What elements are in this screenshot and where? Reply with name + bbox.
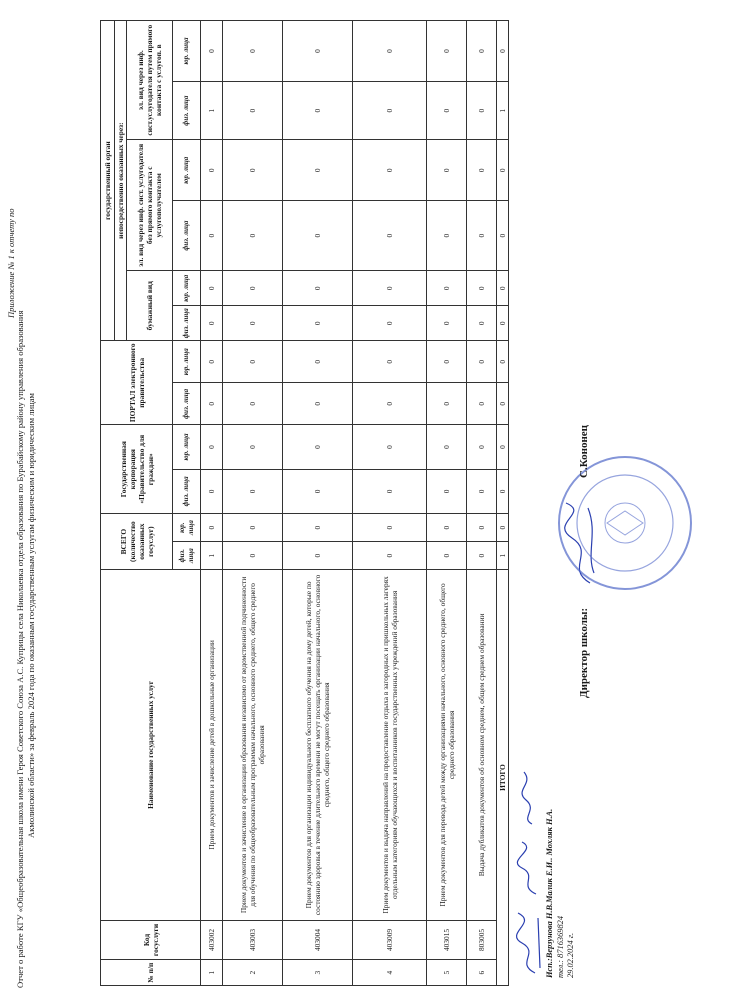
sub-fiz: физ. лица (173, 306, 201, 341)
row-value: 0 (283, 21, 353, 82)
table-body (201, 21, 497, 986)
table-row (467, 21, 497, 986)
row-value: 0 (283, 542, 353, 570)
row-value: 0 (283, 271, 353, 306)
row-value: 0 (353, 514, 427, 542)
row-number: 6 (467, 960, 497, 986)
heading-line-2: Акмолинской области» за февраль 2024 года по оказанным государственным услугам физическим и юридическим лицам (26, 393, 37, 838)
row-value: 0 (201, 469, 223, 513)
row-value: 0 (467, 341, 497, 383)
row-code: 403009 (353, 920, 427, 960)
total-label: ИТОГО (497, 570, 509, 986)
row-value: 0 (467, 271, 497, 306)
header-code: Код госуслуги (101, 920, 201, 960)
row-value: 0 (223, 383, 283, 425)
row-value: 0 (427, 201, 467, 271)
row-value: 0 (467, 425, 497, 469)
report-heading (15, 28, 38, 988)
row-value: 0 (201, 425, 223, 469)
row-value: 0 (427, 271, 467, 306)
row-service-name: Прием документов и зачисление детей в дошкольные организации (201, 570, 223, 920)
services-table (100, 20, 509, 986)
row-code: 803005 (467, 920, 497, 960)
header-portal: ПОРТАЛ электронного правительства (101, 341, 173, 425)
heading-line-1: Отчет о работе КГУ «Общеобразовательная школа имени Героя Советского Союза А.С. Куприцы села Николаевка отдела образования по Бурабайскому району управления образования (15, 310, 25, 988)
row-value: 1 (201, 81, 223, 139)
executors-block (545, 809, 577, 978)
row-value: 0 (353, 425, 427, 469)
row-value: 0 (353, 341, 427, 383)
row-value: 0 (283, 383, 353, 425)
row-value: 0 (223, 514, 283, 542)
director-name: С.Кононец (578, 424, 590, 478)
row-value: 0 (201, 21, 223, 82)
row-value: 0 (427, 306, 467, 341)
sub-fiz: физ. лица (173, 383, 201, 425)
row-service-name: Прием документов для перевода детей между организациями начального, основного среднего, общего среднего образования (427, 570, 467, 920)
row-number: 1 (201, 960, 223, 986)
row-value: 0 (223, 341, 283, 383)
row-value: 0 (427, 514, 467, 542)
row-value: 0 (427, 383, 467, 425)
row-value: 0 (467, 201, 497, 271)
row-value: 1 (201, 542, 223, 570)
row-value: 0 (201, 140, 223, 201)
header-num: № п/п (101, 960, 201, 986)
signature-3 (512, 768, 544, 828)
row-value: 0 (353, 383, 427, 425)
row-value: 0 (223, 140, 283, 201)
row-value: 0 (353, 542, 427, 570)
table-row (283, 21, 353, 986)
table-row (353, 21, 427, 986)
row-value: 0 (467, 514, 497, 542)
sub-yur: юр. лица (173, 341, 201, 383)
row-value: 0 (467, 383, 497, 425)
report-date: 29.02.2024 г. (566, 932, 575, 978)
row-number: 2 (223, 960, 283, 986)
row-value: 0 (223, 542, 283, 570)
sub-yur: юр. лица (173, 140, 201, 201)
row-value: 0 (427, 542, 467, 570)
header-name: Наименование государственных услуг (101, 570, 201, 920)
row-value: 0 (201, 341, 223, 383)
row-code: 403015 (427, 920, 467, 960)
row-value: 0 (223, 81, 283, 139)
total-value: 1 (497, 542, 509, 570)
sub-fiz: физ. лица (173, 201, 201, 271)
row-value: 0 (201, 271, 223, 306)
row-value: 0 (467, 21, 497, 82)
row-value: 0 (283, 469, 353, 513)
row-number: 4 (353, 960, 427, 986)
sub-fiz: физ. лица (173, 469, 201, 513)
total-value: 0 (497, 469, 509, 513)
row-number: 3 (283, 960, 353, 986)
row-value: 0 (353, 271, 427, 306)
sub-yur: юр. лица (173, 271, 201, 306)
row-value: 0 (353, 21, 427, 82)
header-gov: государственный орган (101, 21, 115, 341)
table-row (427, 21, 467, 986)
row-value: 0 (427, 425, 467, 469)
row-value: 0 (283, 341, 353, 383)
sub-yur: юр. лица (173, 21, 201, 82)
total-value: 1 (497, 81, 509, 139)
row-value: 0 (283, 514, 353, 542)
sub-yur: юр. лица (173, 514, 201, 542)
header-paper: бумажный вид (127, 271, 173, 341)
row-value: 0 (353, 140, 427, 201)
header-direct: непосредственно оказанных через: (115, 21, 127, 341)
row-value: 0 (201, 383, 223, 425)
row-value: 0 (223, 469, 283, 513)
row-service-name: Прием документов и зачисление в организации образования независимо от ведомственной подчиненности для обучения по общеобразовательным программам начального, основного среднего, общего среднего образования (223, 570, 283, 920)
total-value: 0 (497, 514, 509, 542)
total-value: 0 (497, 271, 509, 306)
phone: тел.: 8716369824 (555, 915, 565, 978)
row-value: 0 (427, 81, 467, 139)
row-value: 0 (283, 306, 353, 341)
table-row (223, 21, 283, 986)
row-value: 0 (467, 469, 497, 513)
table-row (201, 21, 223, 986)
appendix-note: Приложение № 1 к отчету по (6, 208, 16, 318)
row-value: 0 (283, 201, 353, 271)
sub-yur: юр. лица (173, 425, 201, 469)
signature-1 (510, 908, 545, 978)
total-value: 0 (497, 21, 509, 82)
total-value: 0 (497, 306, 509, 341)
row-value: 0 (467, 306, 497, 341)
director-label: Директор школы: (578, 607, 590, 698)
school-stamp (555, 453, 695, 593)
row-value: 0 (467, 542, 497, 570)
total-row (497, 21, 509, 986)
row-number: 5 (427, 960, 467, 986)
row-value: 0 (283, 140, 353, 201)
row-value: 0 (353, 201, 427, 271)
total-value: 0 (497, 425, 509, 469)
row-code: 403003 (223, 920, 283, 960)
row-value: 0 (427, 469, 467, 513)
sub-fiz: физ. лица (173, 542, 201, 570)
header-corp: Государственная корпорация «Правительство для граждан» (101, 425, 173, 514)
row-value: 0 (353, 306, 427, 341)
row-value: 0 (467, 81, 497, 139)
row-code: 403002 (201, 920, 223, 960)
total-value: 0 (497, 383, 509, 425)
row-value: 0 (467, 140, 497, 201)
signature-2 (512, 838, 544, 898)
row-value: 0 (223, 306, 283, 341)
row-service-name: Выдача дубликатов документов об основном среднем, общем среднем образовании (467, 570, 497, 920)
header-el2: эл. вид через инф. сист.услугодателя путем прямого контакта с услугоп. в (127, 21, 173, 140)
row-service-name: Прием документов и выдача направлений на предоставление отдыха в загородных и пришкольных лагерях отдельным категориям обучающихся и воспитанников государственных учреждений образования (353, 570, 427, 920)
row-value: 0 (283, 425, 353, 469)
row-value: 0 (201, 514, 223, 542)
sub-fiz: физ. лица (173, 81, 201, 139)
row-value: 0 (223, 425, 283, 469)
row-code: 403004 (283, 920, 353, 960)
executors: Исп.:Верзунова Н.В.Малик Е.И.. Мохляк Н.А. (545, 808, 554, 978)
row-value: 0 (427, 140, 467, 201)
total-value: 0 (497, 140, 509, 201)
row-value: 0 (353, 81, 427, 139)
total-value: 0 (497, 201, 509, 271)
row-value: 0 (201, 201, 223, 271)
row-value: 0 (427, 21, 467, 82)
row-value: 0 (223, 21, 283, 82)
row-service-name: Прием документов для организации индивидуального бесплатного обучения на дому детей, которые по состоянию здоровья в течение длительного времени не могут посещать организации начального, основного среднего, общего среднего образования (283, 570, 353, 920)
row-value: 0 (223, 271, 283, 306)
row-value: 0 (223, 201, 283, 271)
row-value: 0 (201, 306, 223, 341)
row-value: 0 (353, 469, 427, 513)
header-total: ВСЕГО (количество оказанных госуслуг) (101, 514, 173, 570)
row-value: 0 (427, 341, 467, 383)
total-value: 0 (497, 341, 509, 383)
row-value: 0 (283, 81, 353, 139)
header-el1: эл. вид через инф. сист. услугодателя без прямого контакта с услугополучателем (127, 140, 173, 271)
